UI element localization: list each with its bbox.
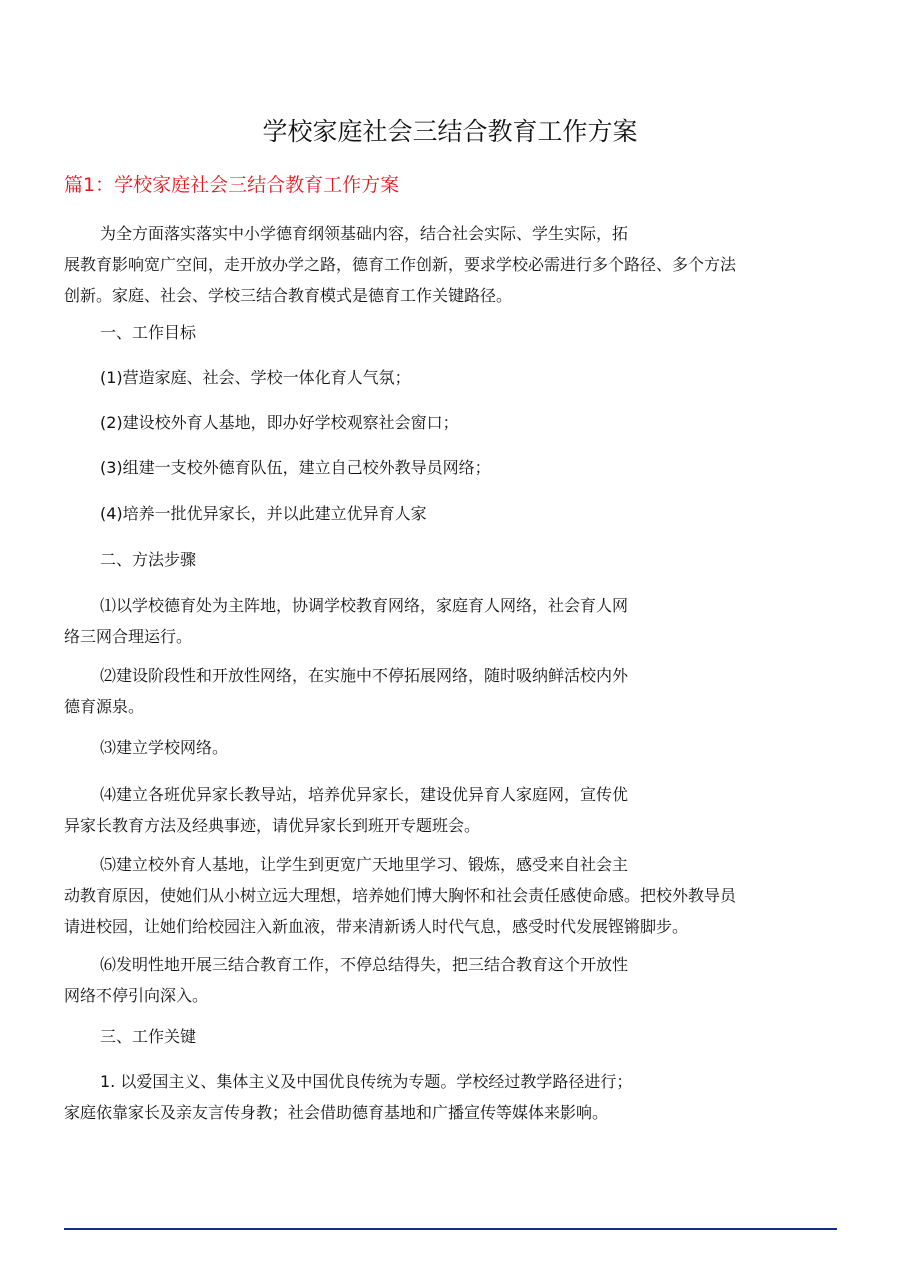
goal-item [64, 498, 844, 529]
section2-heading [64, 544, 844, 575]
point1-line-1: 1. 以爱国主义、集体主义及中国优良传统为专题。学校经过教学路径进行； [100, 1072, 633, 1091]
intro-line-2: 展教育影响宽广空间，走开放办学之路，德育工作创新，要求学校必需进行多个路径、多个方法 [64, 255, 737, 274]
goal-item-2: (2)建设校外育人基地，即办好学校观察社会窗口； [100, 413, 459, 432]
document-title: 学校家庭社会三结合教育工作方案 [262, 117, 638, 146]
key-point-1 [64, 1066, 844, 1128]
step1-line-2: 络三网合理运行。 [64, 627, 193, 646]
step5-line-2: 动教育原因，使她们从小树立远大理想，培养她们博大胸怀和社会责任感使命感。把校外教导员 [64, 886, 737, 905]
section-subtitle: 篇1：学校家庭社会三结合教育工作方案 [64, 174, 400, 196]
method-step-5 [64, 849, 844, 942]
goal-item-1: (1)营造家庭、社会、学校一体化育人气氛； [100, 368, 411, 387]
method-step-1 [64, 590, 844, 652]
method-step-6 [64, 949, 844, 1011]
step6-line-1: ⑹发明性地开展三结合教育工作，不停总结得失，把三结合教育这个开放性 [100, 955, 629, 974]
section2-heading-text: 二、方法步骤 [100, 550, 197, 569]
section1-heading-text: 一、工作目标 [100, 323, 197, 342]
goal-item [64, 362, 844, 393]
step5-line-1: ⑸建立校外育人基地，让学生到更宽广天地里学习、锻炼，感受来自社会主 [100, 855, 629, 874]
section3-heading [64, 1021, 844, 1052]
goal-item-3: (3)组建一支校外德育队伍，建立自己校外教导员网络； [100, 458, 491, 477]
section1-heading [64, 317, 844, 348]
method-step-3 [64, 732, 844, 763]
point1-line-2: 家庭依靠家长及亲友言传身教；社会借助德育基地和广播宣传等媒体来影响。 [64, 1103, 609, 1122]
method-step-2 [64, 660, 844, 722]
method-step-4 [64, 779, 844, 841]
step1-line-1: ⑴以学校德育处为主阵地，协调学校教育网络，家庭育人网络，社会育人网 [100, 596, 629, 615]
step3-line-1: ⑶建立学校网络。 [100, 738, 229, 757]
intro-line-3: 创新。家庭、社会、学校三结合教育模式是德育工作关键路径。 [64, 286, 513, 305]
goal-item-4: (4)培养一批优异家长，并以此建立优异育人家 [100, 504, 427, 523]
footer-divider [64, 1228, 837, 1230]
goal-item [64, 452, 844, 483]
intro-line-1: 为全方面落实落实中小学德育纲领基础内容，结合社会实际、学生实际，拓 [100, 224, 629, 243]
step2-line-2: 德育源泉。 [64, 697, 145, 716]
goal-item [64, 407, 844, 438]
step4-line-2: 异家长教育方法及经典事迹，请优异家长到班开专题班会。 [64, 816, 481, 835]
section3-heading-text: 三、工作关键 [100, 1027, 197, 1046]
step4-line-1: ⑷建立各班优异家长教导站，培养优异家长，建设优异育人家庭网，宣传优 [100, 785, 629, 804]
step5-line-3: 请进校园，让她们给校园注入新血液，带来清新诱人时代气息，感受时代发展铿锵脚步。 [64, 917, 689, 936]
intro-paragraph [64, 218, 844, 311]
step6-line-2: 网络不停引向深入。 [64, 986, 209, 1005]
step2-line-1: ⑵建设阶段性和开放性网络，在实施中不停拓展网络，随时吸纳鲜活校内外 [100, 666, 629, 685]
